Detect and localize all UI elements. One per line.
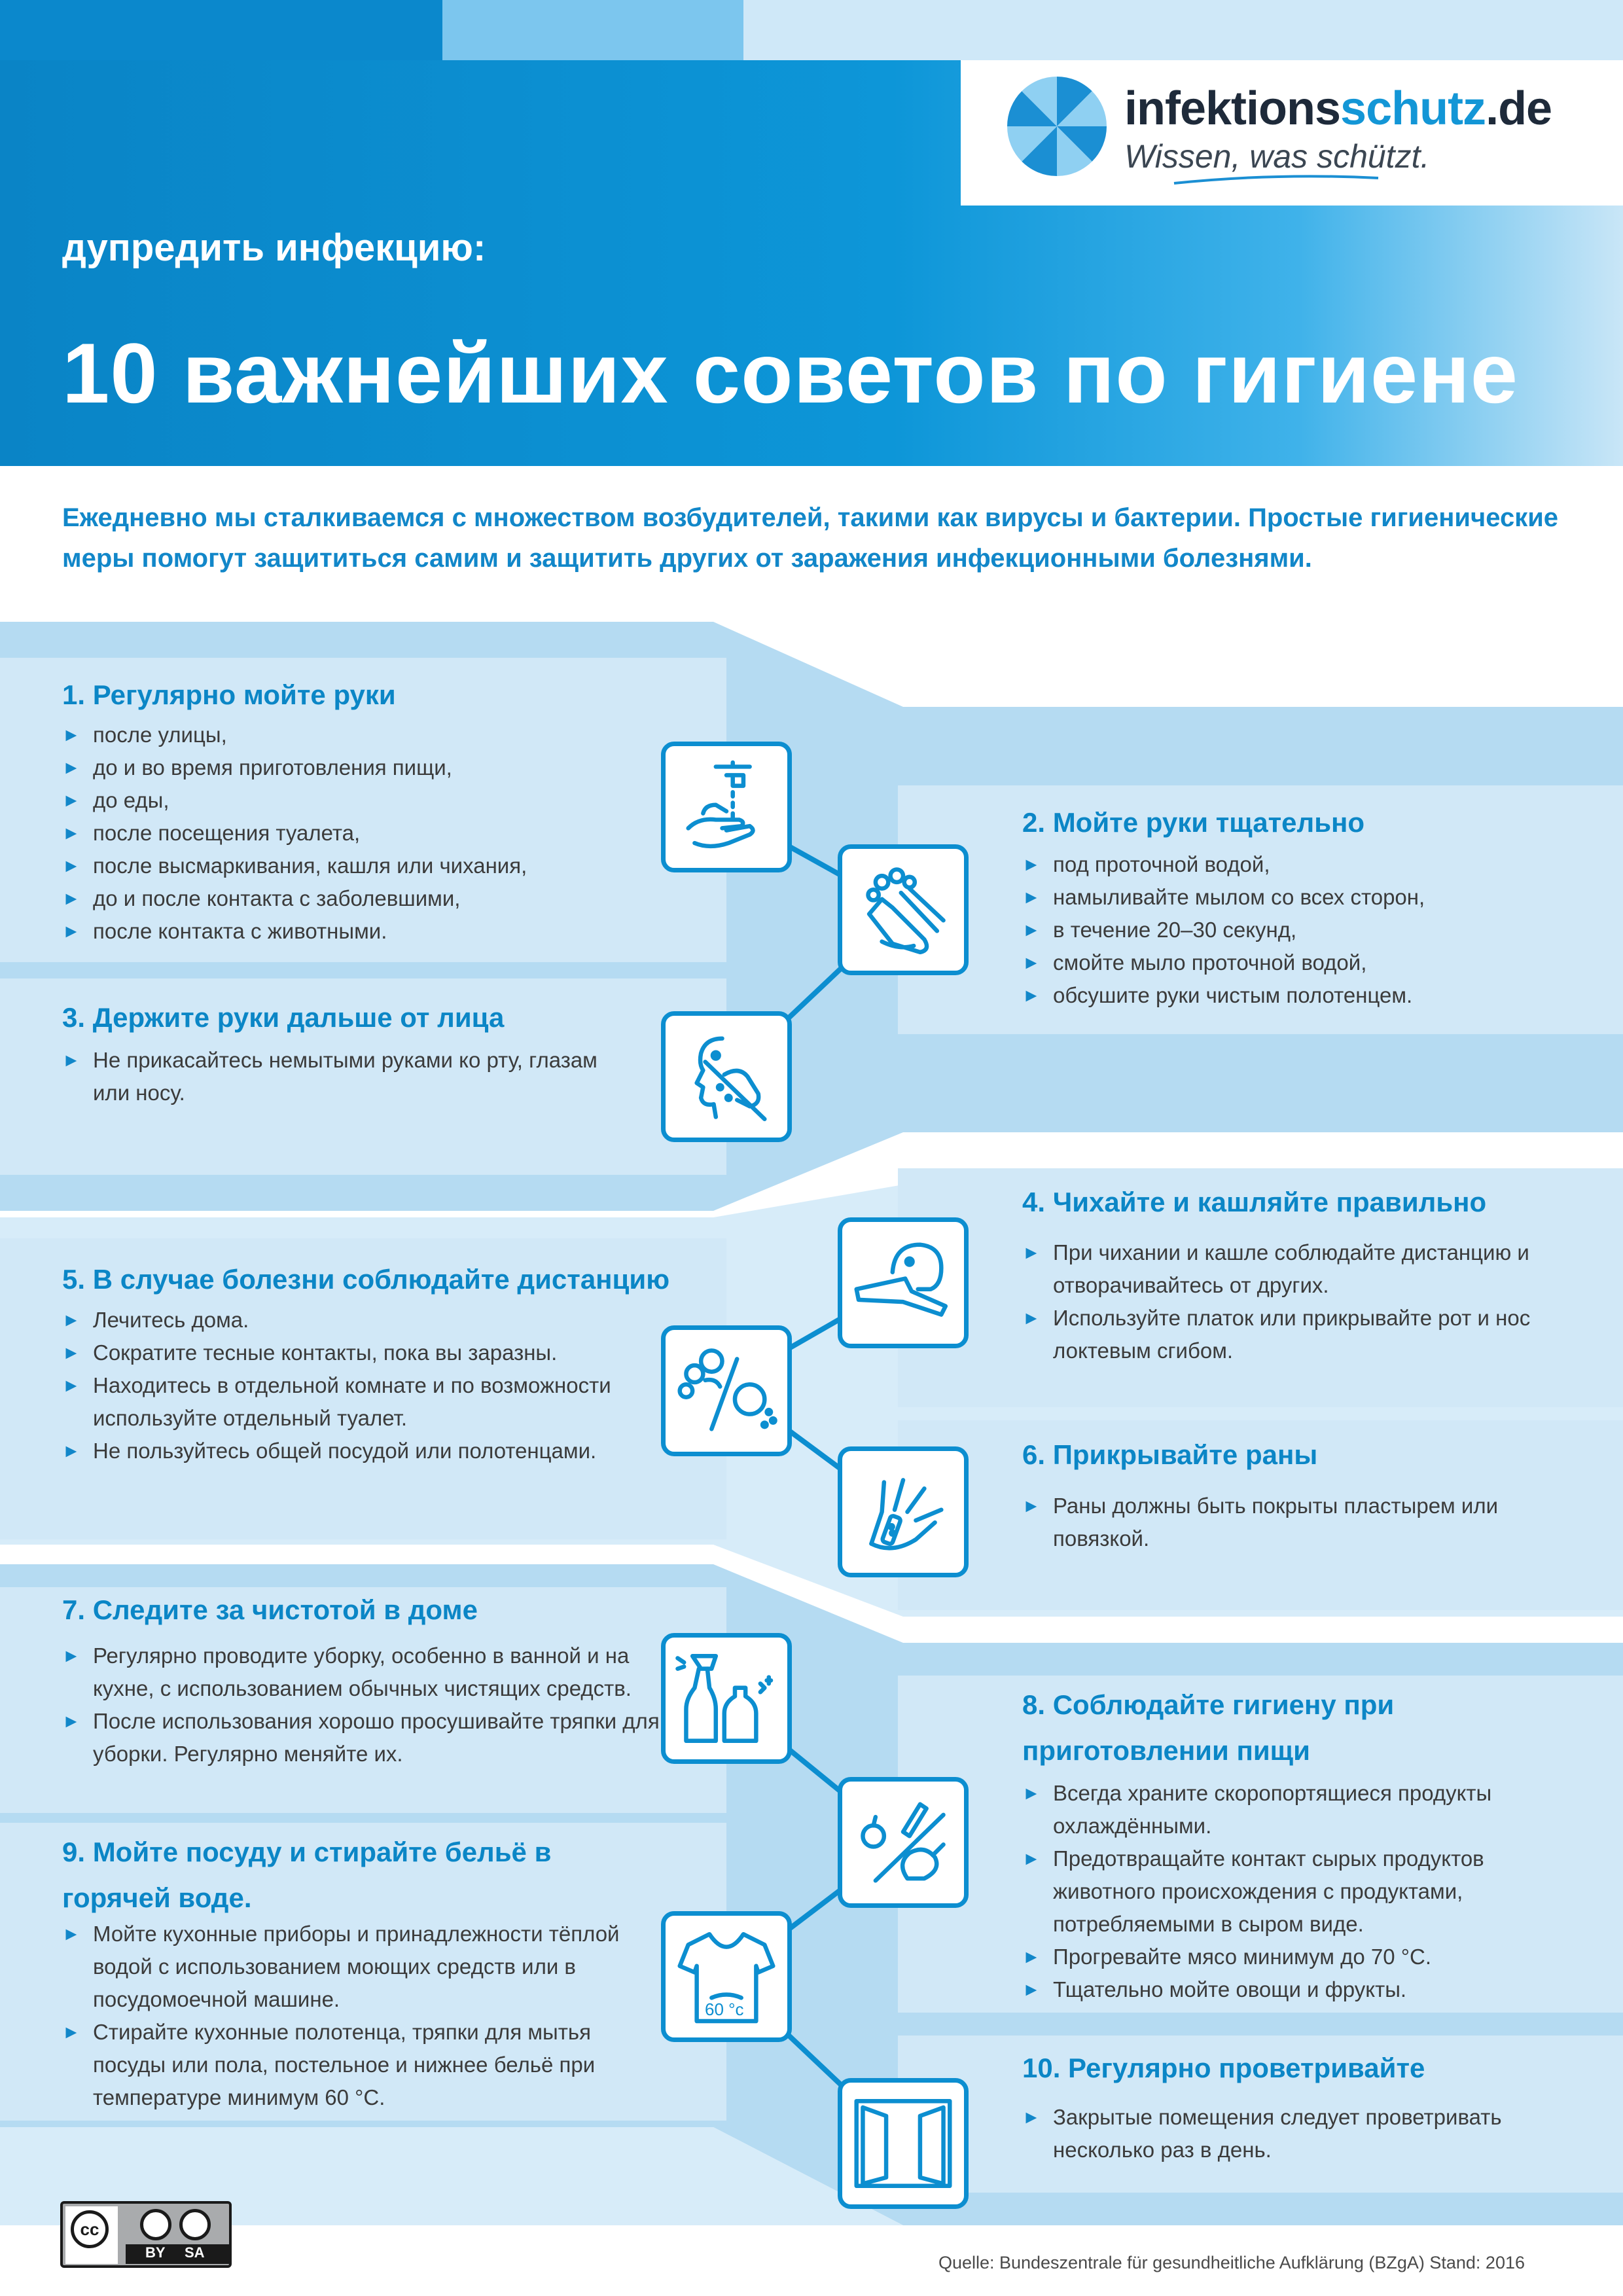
- page-title: 10 важнейших советов по гигиене: [62, 325, 1519, 421]
- tshirt-temp-label: 60 °c: [705, 2000, 744, 2019]
- tip-list: [62, 1918, 638, 2114]
- list-item: ► Используйте платок или прикрывайте рот и нос локтевым сгибом.: [1022, 1302, 1565, 1367]
- tip-panel-1: [0, 658, 726, 962]
- tip-list: [62, 1304, 664, 1467]
- sneeze-elbow-icon: [838, 1217, 969, 1348]
- list-item: ► намыливайте мылом со всех сторон,: [1022, 881, 1611, 914]
- license-by-label: BY: [145, 2244, 166, 2261]
- food-separation-icon: [838, 1777, 969, 1908]
- tip-title: 2. Мойте руки тщательно: [1022, 807, 1365, 838]
- by-person-icon: [140, 2209, 171, 2240]
- tip-panel-8: [898, 1676, 1623, 2013]
- soapy-hands-icon: [838, 844, 969, 975]
- handwash-faucet-icon: [661, 742, 792, 872]
- bandaged-hand-icon: [838, 1446, 969, 1577]
- tip-panel-6: [898, 1420, 1623, 1610]
- logo-tagline: Wissen, was schützt.: [1124, 138, 1430, 175]
- no-face-touch-icon: [661, 1011, 792, 1142]
- list-item: ► Не прикасайтесь немытыми руками ко рту, глазам или носу.: [62, 1044, 599, 1109]
- list-item: ► после посещения туалета,: [62, 817, 704, 850]
- tip-title: 9. Мойте посуду и стирайте бельё в горячей воде.: [62, 1837, 552, 1913]
- list-item: ► Мойте кухонные приборы и принадлежности тёплой водой с использованием моющих средств или в посудомоечной машине.: [62, 1918, 638, 2016]
- sa-circle-arrow-icon: [179, 2209, 211, 2240]
- list-item: ► При чихании и кашле соблюдайте дистанцию и отворачивайтесь от других.: [1022, 1236, 1565, 1302]
- tip-title: 4. Чихайте и кашляйте правильно: [1022, 1187, 1487, 1217]
- tip-list: [1022, 1490, 1565, 1555]
- tip-list: [1022, 2101, 1565, 2166]
- list-item: ► Предотвращайте контакт сырых продуктов животного происхождения с продуктами, потребляемыми в сыром виде.: [1022, 1842, 1572, 1941]
- tip-panel-3: [0, 978, 726, 1175]
- tshirt-60-icon: [661, 1911, 792, 2042]
- tip-title: 3. Держите руки дальше от лица: [62, 1002, 505, 1033]
- list-item: ► Стирайте кухонные полотенца, тряпки для мытья посуды или пола, постельное и нижнее бельё при температуре минимум 60 °С.: [62, 2016, 638, 2114]
- list-item: ► после контакта с животными.: [62, 915, 704, 948]
- list-item: ► Находитесь в отдельной комнате и по возможности используйте отдельный туалет.: [62, 1369, 664, 1435]
- tip-panel-9: [0, 1823, 726, 2121]
- tip-title: 8. Соблюдайте гигиену при приготовлении пищи: [1022, 1689, 1395, 1766]
- cleaning-spray-icon: [661, 1633, 792, 1764]
- page-subtitle: дупредить инфекцию:: [62, 226, 486, 269]
- cc-by-sa-icon: [60, 2201, 232, 2268]
- list-item: ► Регулярно проводите уборку, особенно в ванной и на кухне, с использованием обычных чистящих средств.: [62, 1640, 664, 1705]
- tip-title: 6. Прикрывайте раны: [1022, 1439, 1318, 1470]
- list-item: ► Раны должны быть покрыты пластырем или повязкой.: [1022, 1490, 1565, 1555]
- distance-icon: [661, 1325, 792, 1456]
- tip-list: [1022, 1777, 1572, 2006]
- list-item: ► смойте мыло проточной водой,: [1022, 946, 1611, 979]
- list-item: ► под проточной водой,: [1022, 848, 1611, 881]
- tip-title: 10. Регулярно проветривайте: [1022, 2053, 1425, 2083]
- list-item: ► Закрытые помещения следует проветривать несколько раз в день.: [1022, 2101, 1565, 2166]
- tip-panel-5: [0, 1238, 726, 1539]
- list-item: ► после высмаркивания, кашля или чихания,: [62, 850, 704, 882]
- list-item: ► после улицы,: [62, 719, 704, 751]
- tip-panel-4: [898, 1168, 1623, 1407]
- list-item: ► Не пользуйтесь общей посудой или полотенцами.: [62, 1435, 664, 1467]
- cc-icon: cc: [71, 2210, 109, 2248]
- list-item: ► Всегда храните скоропортящиеся продукты охлаждёнными.: [1022, 1777, 1572, 1842]
- tip-list: [62, 1044, 599, 1109]
- list-item: ► Лечитесь дома.: [62, 1304, 664, 1336]
- list-item: ► Сократите тесные контакты, пока вы заразны.: [62, 1336, 664, 1369]
- logo-wordmark: infektionsschutz.de: [1124, 82, 1552, 135]
- tip-list: [62, 1640, 664, 1770]
- list-item: ► обсушите руки чистым полотенцем.: [1022, 979, 1611, 1012]
- license-sa-label: SA: [185, 2244, 205, 2261]
- list-item: ► до и после контакта с заболевшими,: [62, 882, 704, 915]
- tip-panel-7: [0, 1587, 726, 1813]
- tip-title: 1. Регулярно мойте руки: [62, 679, 396, 710]
- list-item: ► После использования хорошо просушивайте тряпки для уборки. Регулярно меняйте их.: [62, 1705, 664, 1770]
- list-item: ► Прогревайте мясо минимум до 70 °С.: [1022, 1941, 1572, 1973]
- tip-title: 7. Следите за чистотой в доме: [62, 1594, 478, 1625]
- source-note: Quelle: Bundeszentrale für gesundheitliche Aufklärung (BZgA) Stand: 2016: [938, 2253, 1525, 2272]
- tip-list: [1022, 1236, 1565, 1367]
- tip-list: [1022, 848, 1611, 1012]
- list-item: ► Тщательно мойте овощи и фрукты.: [1022, 1973, 1572, 2006]
- tip-panel-10: [898, 2036, 1623, 2193]
- list-item: ► в течение 20–30 секунд,: [1022, 914, 1611, 946]
- tip-list: [62, 719, 704, 948]
- list-item: ► до и во время приготовления пищи,: [62, 751, 704, 784]
- tip-panel-2: [898, 785, 1623, 1034]
- open-window-icon: [838, 2078, 969, 2209]
- list-item: ► до еды,: [62, 784, 704, 817]
- intro-text: Ежедневно мы сталкиваемся с множеством возбудителей, такими как вирусы и бактерии. Простые гигиенические меры помогут защититься самим и защитить других от заражения инфекционными болезнями.: [62, 503, 1559, 573]
- tip-title: 5. В случае болезни соблюдайте дистанцию: [62, 1264, 670, 1295]
